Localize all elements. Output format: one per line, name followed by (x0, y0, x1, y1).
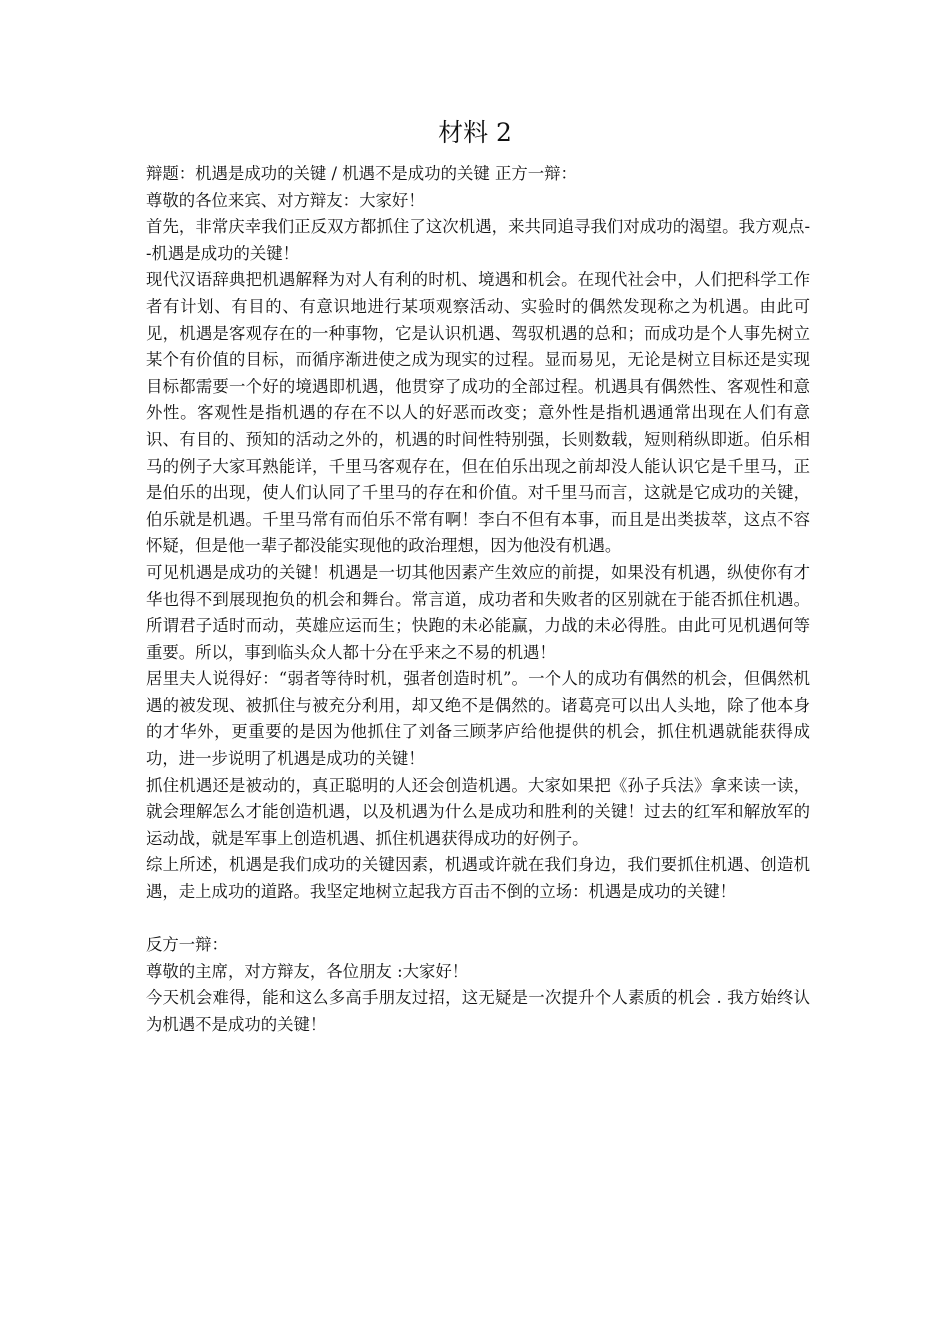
paragraph-create-opportunity: 抓住机遇还是被动的，真正聪明的人还会创造机遇。大家如果把《孙子兵法》拿来读一读，就会理解怎么才能创造机遇，以及机遇为什么是成功和胜利的关键！过去的红军和解放军的运动战，就是军事上创造机遇、抓住机遇获得成功的好例子。 (146, 775, 810, 848)
paragraph-premise: 可见机遇是成功的关键！机遇是一切其他因素产生效应的前提，如果没有机遇，纵使你有才华也得不到展现抱负的机会和舞台。常言道，成功者和失败者的区别就在于能否抓住机遇。所谓君子适时而动，英雄应运而生；快跑的未必能赢，力战的未必得胜。由此可见机遇何等重要。所以，事到临头众人都十分在乎来之不易的机遇！ (146, 562, 810, 662)
paragraph-opposition-opening: 今天机会难得，能和这么多高手朋友过招，这无疑是一次提升个人素质的机会 . 我方始终认为机遇不是成功的关键！ (146, 988, 810, 1034)
paragraph-greeting: 尊敬的各位来宾、对方辩友：大家好！ (146, 190, 425, 210)
paragraph-definition: 现代汉语辞典把机遇解释为对人有利的时机、境遇和机会。在现代社会中，人们把科学工作者有计划、有目的、有意识地进行某项观察活动、实验时的偶然发现称之为机遇。由此可见，机遇是客观存在的一种事物，它是认识机遇、驾驭机遇的总和；而成功是个人事先树立某个有价值的目标，而循序渐进使之成为现实的过程。显而易见，无论是树立目标还是实现目标都需要一个好的境遇即机遇，他贯穿了成功的全部过程。机遇具有偶然性、客观性和意外性。客观性是指机遇的存在不以人的好恶而改变；意外性是指机遇通常出现在人们有意识、有目的、预知的活动之外的，机遇的时间性特别强，长则数载，短则稍纵即逝。伯乐相马的例子大家耳熟能详，千里马客观存在，但在伯乐出现之前却没人能认识它是千里马，正是伯乐的出现，使人们认同了千里马的存在和价值。对千里马而言，这就是它成功的关键，伯乐就是机遇。千里马常有而伯乐不常有啊！李白不但有本事，而且是出类拔萃，这点不容怀疑，但是他一辈子都没能实现他的政治理想，因为他没有机遇。 (146, 270, 810, 556)
page-title: 材料 2 (438, 118, 512, 147)
paragraph-opposition-heading: 反方一辩： (146, 935, 228, 955)
paragraph-conclusion: 综上所述，机遇是我们成功的关键因素，机遇或许就在我们身边，我们要抓住机遇、创造机遇，走上成功的道路。我坚定地树立起我方百击不倒的立场：机遇是成功的关键！ (146, 855, 810, 902)
blank-line (146, 906, 810, 933)
paragraph-opposition-greeting: 尊敬的主席，对方辩友，各位朋友 :大家好！ (146, 961, 469, 981)
paragraph-curie-quote: 居里夫人说得好：“弱者等待时机，强者创造时机”。一个人的成功有偶然的机会，但偶然机遇的被发现、被抓住与被充分利用，却又绝不是偶然的。诸葛亮可以出人头地，除了他本身的才华外，更重要的是因为他抓住了刘备三顾茅庐给他提供的机会，抓住机遇就能获得成功，进一步说明了机遇是成功的关键！ (146, 669, 810, 769)
paragraph-viewpoint: 首先，非常庆幸我们正反双方都抓住了这次机遇，来共同追寻我们对成功的渴望。我方观点--机遇是成功的关键！ (146, 217, 810, 263)
paragraph-topic: 辩题：机遇是成功的关键 / 机遇不是成功的关键 正方一辩： (146, 164, 577, 183)
document-body (146, 161, 810, 1039)
